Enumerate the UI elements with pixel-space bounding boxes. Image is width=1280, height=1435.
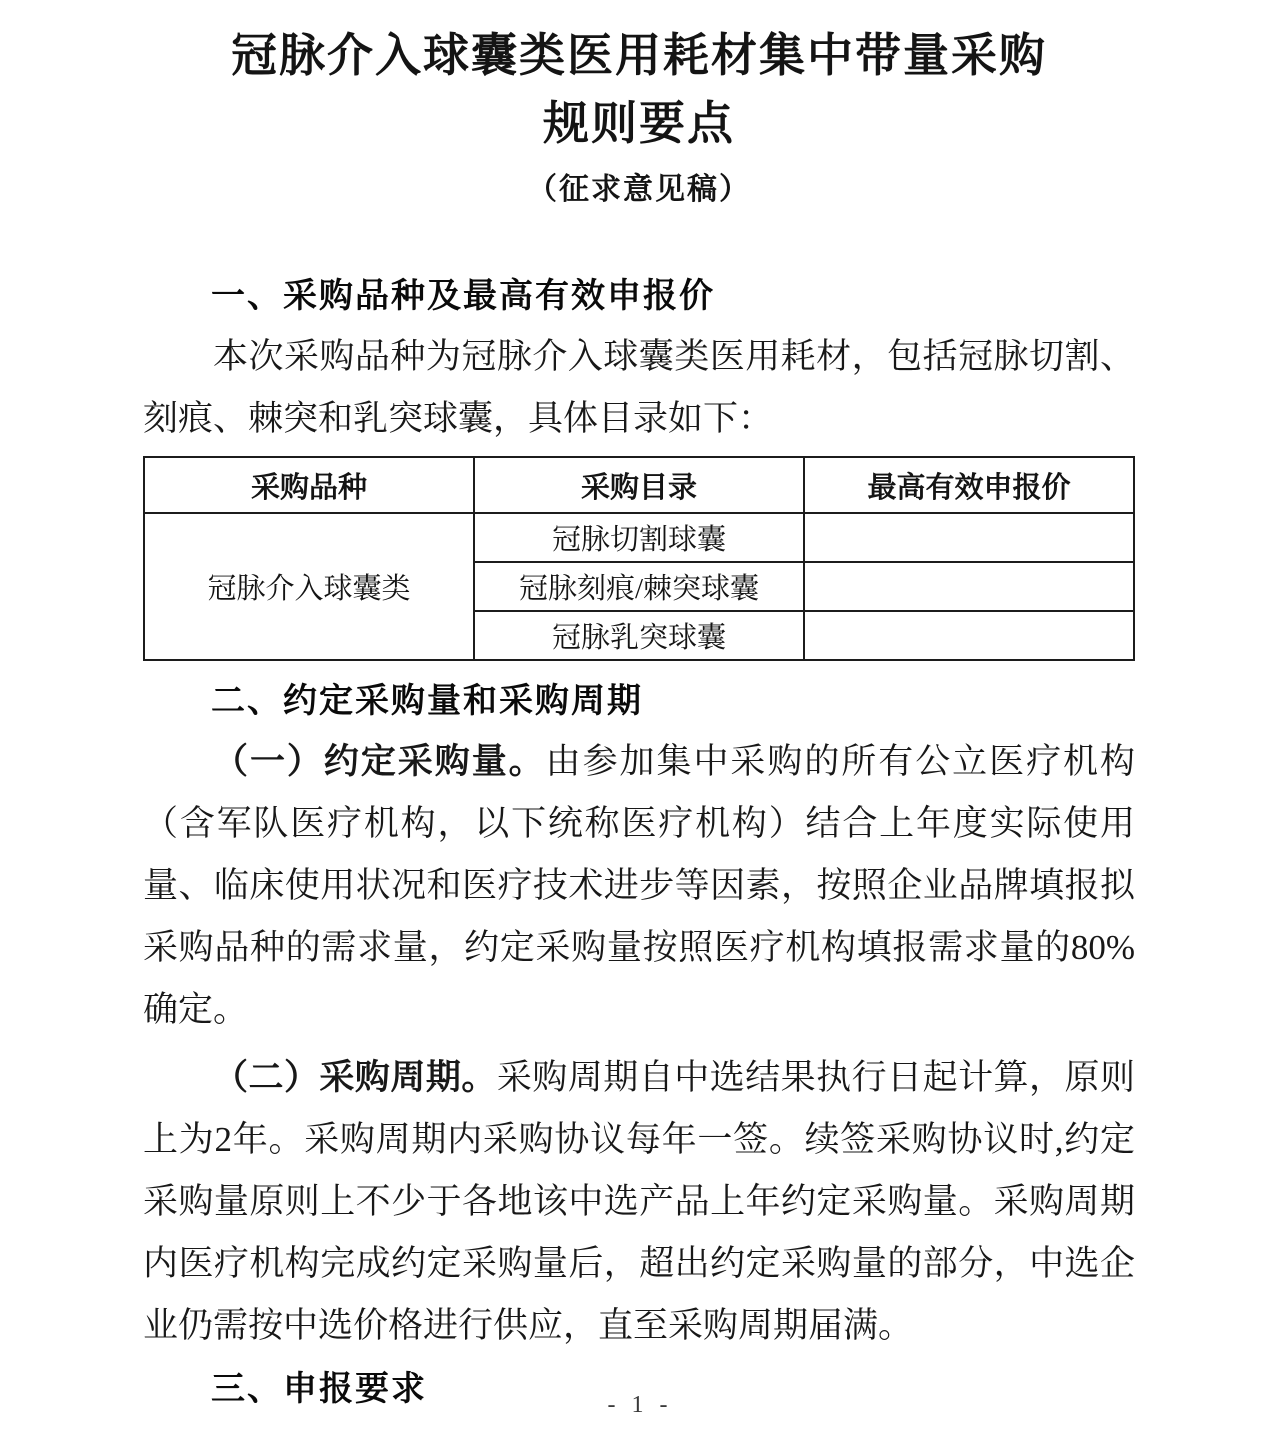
document-subtitle: （征求意见稿） xyxy=(527,173,751,206)
table-header-row xyxy=(144,457,1134,513)
column-header-variety: 采购品种 xyxy=(144,457,474,513)
paragraph-procurement-cycle-lead: （二）采购周期。 xyxy=(213,1058,497,1097)
price-cell-empty xyxy=(804,562,1134,611)
catalog-cell: 冠脉切割球囊 xyxy=(474,513,804,562)
category-cell: 冠脉介入球囊类 xyxy=(144,513,474,660)
price-cell-empty xyxy=(804,513,1134,562)
paragraph-contract-volume-lead: （一）约定采购量。 xyxy=(213,742,546,781)
section-heading-3: 三、申报要求 xyxy=(211,1370,427,1408)
section1-intro-paragraph: 本次采购品种为冠脉介入球囊类医用耗材，包括冠脉切割、刻痕、棘突和乳突球囊，具体目录如下： xyxy=(143,337,1135,438)
paragraph-procurement-cycle xyxy=(143,1047,1135,1357)
column-header-max-bid-price: 最高有效申报价 xyxy=(804,457,1134,513)
catalog-cell: 冠脉乳突球囊 xyxy=(474,611,804,660)
paragraph-contract-volume xyxy=(143,731,1135,1041)
document-title xyxy=(143,22,1135,158)
procurement-table xyxy=(143,456,1135,661)
section-heading-2: 二、约定采购量和采购周期 xyxy=(211,682,643,720)
paragraph-contract-volume-body: 由参加集中采购的所有公立医疗机构（含军队医疗机构，以下统称医疗机构）结合上年度实际使用量、临床使用状况和医疗技术进步等因素，按照企业品牌填报拟采购品种的需求量，约定采购量按照医疗机构填报需求量的80%确定。 xyxy=(143,742,1135,1029)
page-number: - 1 - xyxy=(607,1392,673,1418)
paragraph-procurement-cycle-body: 采购周期自中选结果执行日起计算，原则上为2年。采购周期内采购协议每年一签。续签采购协议时,约定采购量原则上不少于各地该中选产品上年约定采购量。采购周期内医疗机构完成约定采购量后，超出约定采购量的部分，中选企业仍需按中选价格进行供应，直至采购周期届满。 xyxy=(143,1058,1135,1345)
column-header-catalog: 采购目录 xyxy=(474,457,804,513)
table-row xyxy=(144,513,1134,562)
section-heading-1: 一、采购品种及最高有效申报价 xyxy=(211,277,715,315)
document-title-line2: 规则要点 xyxy=(543,98,735,149)
document-title-line1: 冠脉介入球囊类医用耗材集中带量采购 xyxy=(231,30,1047,81)
price-cell-empty xyxy=(804,611,1134,660)
catalog-cell: 冠脉刻痕/棘突球囊 xyxy=(474,562,804,611)
